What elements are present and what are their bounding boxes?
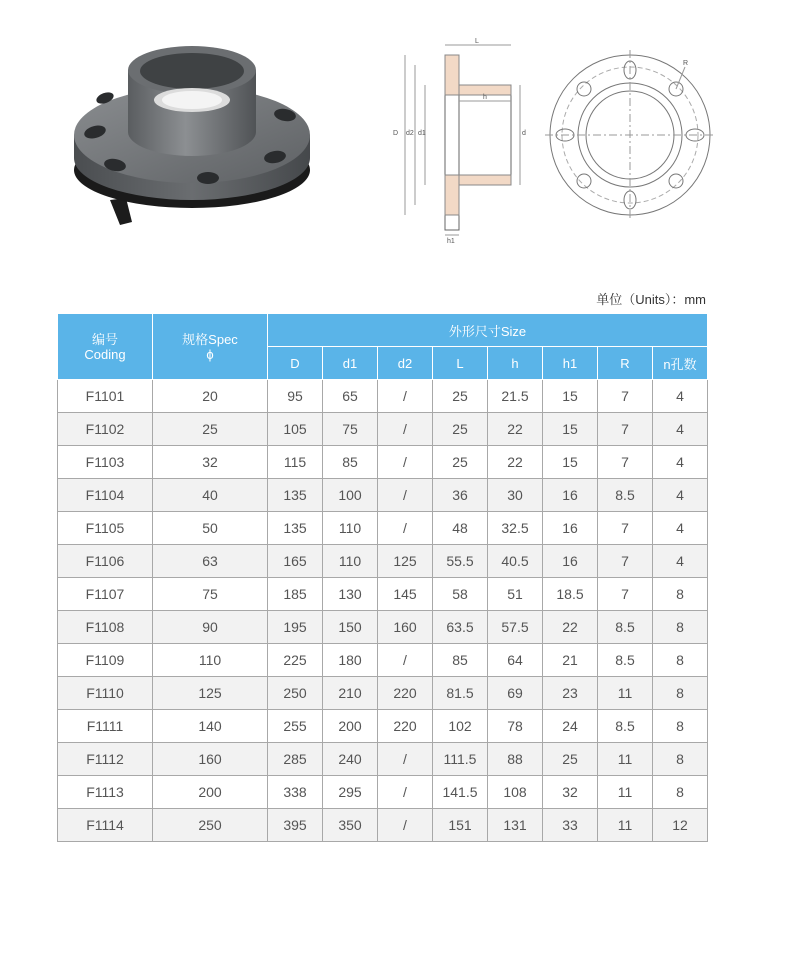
table-cell: 63: [153, 545, 268, 578]
table-cell: 160: [153, 743, 268, 776]
table-cell: 8: [653, 611, 708, 644]
table-cell: 58: [433, 578, 488, 611]
table-cell: F1114: [58, 809, 153, 842]
table-cell: 140: [153, 710, 268, 743]
table-cell: 15: [543, 380, 598, 413]
table-cell: 165: [268, 545, 323, 578]
table-row: [58, 677, 708, 710]
label-d: d: [522, 130, 526, 137]
table-cell: 63.5: [433, 611, 488, 644]
table-cell: 75: [323, 413, 378, 446]
table-cell: 110: [153, 644, 268, 677]
table-cell: 22: [488, 413, 543, 446]
table-cell: F1112: [58, 743, 153, 776]
label-h1: h1: [447, 238, 455, 245]
table-row: [58, 743, 708, 776]
table-cell: 4: [653, 479, 708, 512]
table-cell: 69: [488, 677, 543, 710]
table-cell: 25: [153, 413, 268, 446]
table-row: [58, 380, 708, 413]
label-d1: d1: [418, 130, 426, 137]
table-cell: 16: [543, 512, 598, 545]
table-cell: 36: [433, 479, 488, 512]
table-row: [58, 809, 708, 842]
table-cell: 85: [323, 446, 378, 479]
table-cell: 7: [598, 446, 653, 479]
table-cell: 4: [653, 380, 708, 413]
table-cell: 225: [268, 644, 323, 677]
header-L: L: [433, 347, 488, 380]
table-row: [58, 578, 708, 611]
table-cell: 20: [153, 380, 268, 413]
table-cell: 4: [653, 545, 708, 578]
table-cell: 65: [323, 380, 378, 413]
table-cell: 130: [323, 578, 378, 611]
flange-product-photo: [70, 40, 320, 225]
table-cell: F1111: [58, 710, 153, 743]
header-d2: d2: [378, 347, 433, 380]
table-row: [58, 512, 708, 545]
table-cell: 220: [378, 710, 433, 743]
table-cell: /: [378, 512, 433, 545]
table-cell: F1113: [58, 776, 153, 809]
table-cell: 125: [378, 545, 433, 578]
table-row: [58, 776, 708, 809]
table-cell: 250: [268, 677, 323, 710]
table-cell: 11: [598, 677, 653, 710]
table-cell: 111.5: [433, 743, 488, 776]
table-cell: 131: [488, 809, 543, 842]
table-cell: 33: [543, 809, 598, 842]
table-cell: 8.5: [598, 644, 653, 677]
table-cell: 145: [378, 578, 433, 611]
table-cell: 8: [653, 578, 708, 611]
table-cell: 55.5: [433, 545, 488, 578]
table-cell: 81.5: [433, 677, 488, 710]
header-h1: h1: [543, 347, 598, 380]
table-cell: 200: [153, 776, 268, 809]
table-cell: 8: [653, 644, 708, 677]
table-cell: 64: [488, 644, 543, 677]
table-cell: 8: [653, 743, 708, 776]
table-row: [58, 479, 708, 512]
header-h: h: [488, 347, 543, 380]
table-cell: 21: [543, 644, 598, 677]
table-cell: 25: [433, 446, 488, 479]
table-cell: /: [378, 446, 433, 479]
table-cell: 135: [268, 479, 323, 512]
table-cell: 240: [323, 743, 378, 776]
table-cell: 8: [653, 776, 708, 809]
table-cell: F1104: [58, 479, 153, 512]
table-cell: 25: [433, 413, 488, 446]
spec-table: [57, 313, 708, 842]
table-cell: 285: [268, 743, 323, 776]
table-cell: 48: [433, 512, 488, 545]
table-cell: F1106: [58, 545, 153, 578]
table-cell: 8: [653, 710, 708, 743]
table-cell: 4: [653, 446, 708, 479]
table-cell: 8.5: [598, 710, 653, 743]
table-cell: F1108: [58, 611, 153, 644]
label-L: L: [475, 38, 479, 45]
table-cell: 180: [323, 644, 378, 677]
table-cell: 4: [653, 413, 708, 446]
table-cell: F1103: [58, 446, 153, 479]
table-cell: F1102: [58, 413, 153, 446]
table-cell: 22: [543, 611, 598, 644]
table-cell: 12: [653, 809, 708, 842]
header-spec: 规格Spec ϕ: [153, 314, 268, 380]
table-row: [58, 446, 708, 479]
table-cell: 11: [598, 809, 653, 842]
header-D: D: [268, 347, 323, 380]
table-cell: 18.5: [543, 578, 598, 611]
table-cell: 8.5: [598, 479, 653, 512]
table-cell: 350: [323, 809, 378, 842]
table-cell: 15: [543, 446, 598, 479]
table-cell: 110: [323, 512, 378, 545]
header-n: n孔数: [653, 347, 708, 380]
table-cell: 32: [153, 446, 268, 479]
table-cell: 40.5: [488, 545, 543, 578]
table-cell: 110: [323, 545, 378, 578]
header-R: R: [598, 347, 653, 380]
table-cell: 150: [323, 611, 378, 644]
header-d1: d1: [323, 347, 378, 380]
table-cell: 7: [598, 545, 653, 578]
table-cell: 95: [268, 380, 323, 413]
table-cell: F1105: [58, 512, 153, 545]
label-D: D: [393, 130, 399, 137]
table-cell: 88: [488, 743, 543, 776]
table-row: [58, 413, 708, 446]
table-cell: 141.5: [433, 776, 488, 809]
table-cell: 32.5: [488, 512, 543, 545]
table-cell: 15: [543, 413, 598, 446]
table-cell: 7: [598, 413, 653, 446]
table-cell: 255: [268, 710, 323, 743]
table-cell: 40: [153, 479, 268, 512]
table-cell: /: [378, 380, 433, 413]
table-cell: 57.5: [488, 611, 543, 644]
table-cell: 115: [268, 446, 323, 479]
table-row: [58, 545, 708, 578]
table-cell: 23: [543, 677, 598, 710]
table-cell: 4: [653, 512, 708, 545]
table-cell: 51: [488, 578, 543, 611]
table-cell: 108: [488, 776, 543, 809]
table-cell: 200: [323, 710, 378, 743]
table-row: [58, 710, 708, 743]
table-cell: 195: [268, 611, 323, 644]
table-cell: 125: [153, 677, 268, 710]
table-cell: 75: [153, 578, 268, 611]
table-cell: /: [378, 743, 433, 776]
table-cell: F1109: [58, 644, 153, 677]
table-cell: 250: [153, 809, 268, 842]
table-cell: 11: [598, 743, 653, 776]
table-cell: 160: [378, 611, 433, 644]
table-cell: 16: [543, 479, 598, 512]
table-cell: 25: [543, 743, 598, 776]
table-cell: 24: [543, 710, 598, 743]
table-cell: /: [378, 413, 433, 446]
table-cell: 220: [378, 677, 433, 710]
table-cell: 135: [268, 512, 323, 545]
table-cell: 185: [268, 578, 323, 611]
table-cell: /: [378, 776, 433, 809]
units-label: 单位（Units）：mm: [596, 292, 706, 307]
label-d2: d2: [406, 130, 414, 137]
table-cell: 100: [323, 479, 378, 512]
table-cell: 105: [268, 413, 323, 446]
table-cell: 16: [543, 545, 598, 578]
table-cell: 295: [323, 776, 378, 809]
table-cell: 85: [433, 644, 488, 677]
table-cell: 90: [153, 611, 268, 644]
table-cell: 102: [433, 710, 488, 743]
table-cell: 30: [488, 479, 543, 512]
table-cell: 8: [653, 677, 708, 710]
table-cell: F1101: [58, 380, 153, 413]
header-size-group: 外形尺寸Size: [268, 314, 708, 347]
table-cell: F1107: [58, 578, 153, 611]
table-cell: /: [378, 644, 433, 677]
table-cell: /: [378, 479, 433, 512]
table-cell: F1110: [58, 677, 153, 710]
flange-technical-drawing: [385, 35, 715, 245]
table-cell: 151: [433, 809, 488, 842]
table-cell: 395: [268, 809, 323, 842]
table-cell: 7: [598, 380, 653, 413]
table-cell: 11: [598, 776, 653, 809]
label-R: R: [683, 60, 689, 67]
table-cell: 8.5: [598, 611, 653, 644]
spec-table-body: [58, 380, 708, 842]
table-cell: 25: [433, 380, 488, 413]
table-cell: 32: [543, 776, 598, 809]
table-cell: 78: [488, 710, 543, 743]
table-cell: 210: [323, 677, 378, 710]
table-cell: 338: [268, 776, 323, 809]
table-cell: 7: [598, 578, 653, 611]
table-row: [58, 644, 708, 677]
table-cell: 22: [488, 446, 543, 479]
header-coding: 编号 Coding: [58, 314, 153, 380]
table-cell: /: [378, 809, 433, 842]
table-cell: 21.5: [488, 380, 543, 413]
table-cell: 50: [153, 512, 268, 545]
table-cell: 7: [598, 512, 653, 545]
table-row: [58, 611, 708, 644]
label-h: h: [483, 94, 487, 101]
